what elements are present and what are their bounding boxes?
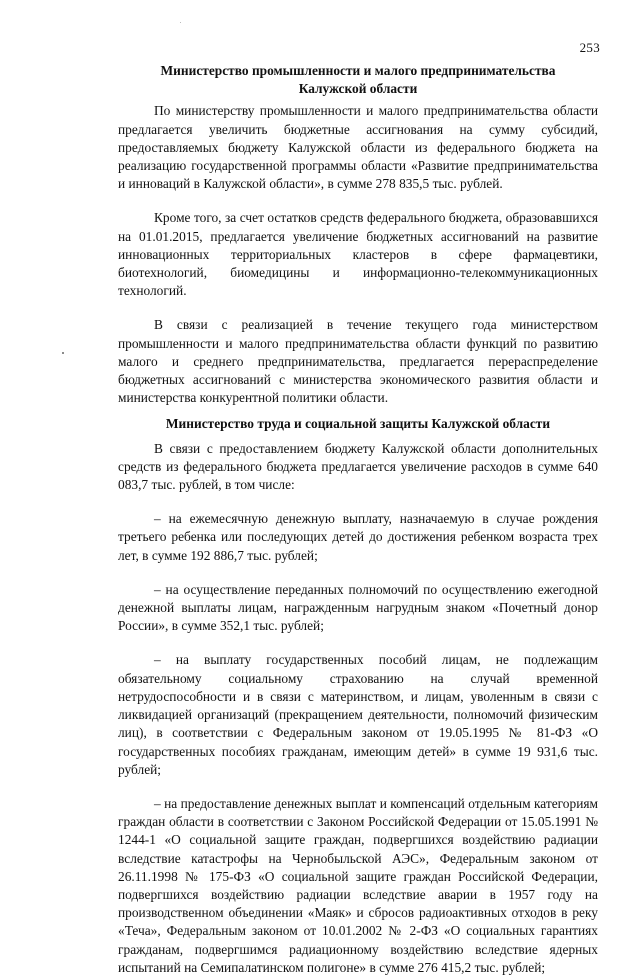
paragraph: В связи с предоставлением бюджету Калужской области дополнительных средств из федерального бюджета предлагается увеличение расходов в сумме 640 083,7 тыс. рублей, в том числе:	[118, 440, 598, 493]
paragraph: Кроме того, за счет остатков средств федерального бюджета, образовавшихся на 01.01.2015, предлагается увеличение бюджетных ассигнований на развитие инновационных территориальных кластеров в сфере фармацевтики, биотехнологий, биомедицины и информационно-телекоммуникационных технологий.	[118, 210, 598, 299]
document-body	[118, 62, 598, 977]
margin-mark	[62, 352, 64, 354]
list-item: – на ежемесячную денежную выплату, назначаемую в случае рождения третьего ребенка или последующих детей до достижения ребенком возраста трех лет, в сумме 192 886,7 тыс. рублей;	[118, 511, 598, 563]
paragraph: По министерству промышленности и малого предпринимательства области предлагается увеличить бюджетные ассигнования на сумму субсидий, предоставляемых бюджету Калужской области из федерального бюджета на реализацию государственной программы области «Развитие предпринимательства и инноваций в Калужской области», в сумме 278 835,5 тыс. рублей.	[118, 103, 598, 192]
heading-line: Министерство промышленности и малого предпринимательства	[160, 63, 556, 78]
paragraph: В связи с реализацией в течение текущего года министерством промышленности и малого предпринимательства области функций по развитию малого и среднего предпринимательства, предлагается перераспределение бюджетных ассигнований с министерства экономического развития области и министерства конкурентной политики области.	[118, 317, 598, 406]
heading-line: Калужской области	[298, 81, 418, 97]
scan-speck	[180, 22, 181, 23]
list-item: – на предоставление денежных выплат и компенсаций отдельным категориям граждан области в соответствии с Законом Российской Федерации от 15.05.1991 № 1244-1 «О социальной защите граждан, подвергшихся воздействию радиации вследствие катастрофы на Чернобыльской АЭС», Федеральным законом от 26.11.1998 № 175-ФЗ «О социальной защите граждан Российской Федерации, подвергшихся воздействию радиации вследствие аварии в 1957 году на производственном объединении «Маяк» и сбросов радиоактивных отходов в реку «Теча», Федеральным законом от 10.01.2002 № 2-ФЗ «О социальных гарантиях гражданам, подвергшимся радиационному воздействию вследствие ядерных испытаний на Семипалатинском полигоне» в сумме 276 415,2 тыс. рублей;	[118, 795, 598, 975]
section-labor-ministry	[118, 415, 598, 976]
section-industry-ministry	[118, 62, 598, 407]
list-item: – на осуществление переданных полномочий по осуществлению ежегодной денежной выплаты лицам, награжденным нагрудным знаком «Почетный донор России», в сумме 352,1 тыс. рублей;	[118, 581, 598, 634]
section-heading	[118, 62, 598, 98]
list-item: – на выплату государственных пособий лицам, не подлежащим обязательному социальному страхованию на случай временной нетрудоспособности и в связи с материнством, и лицам, уволенным в связи с ликвидацией организаций (прекращением деятельности, полномочий физическим лиц), в соответствии с Федеральным законом от 19.05.1995 № 81-ФЗ «О государственных пособиях гражданам, имеющим детей» в сумме 19 931,6 тыс. рублей;	[118, 652, 598, 777]
page-number: 253	[579, 40, 600, 55]
section-heading: Министерство труда и социальной защиты Калужской области	[165, 416, 551, 432]
